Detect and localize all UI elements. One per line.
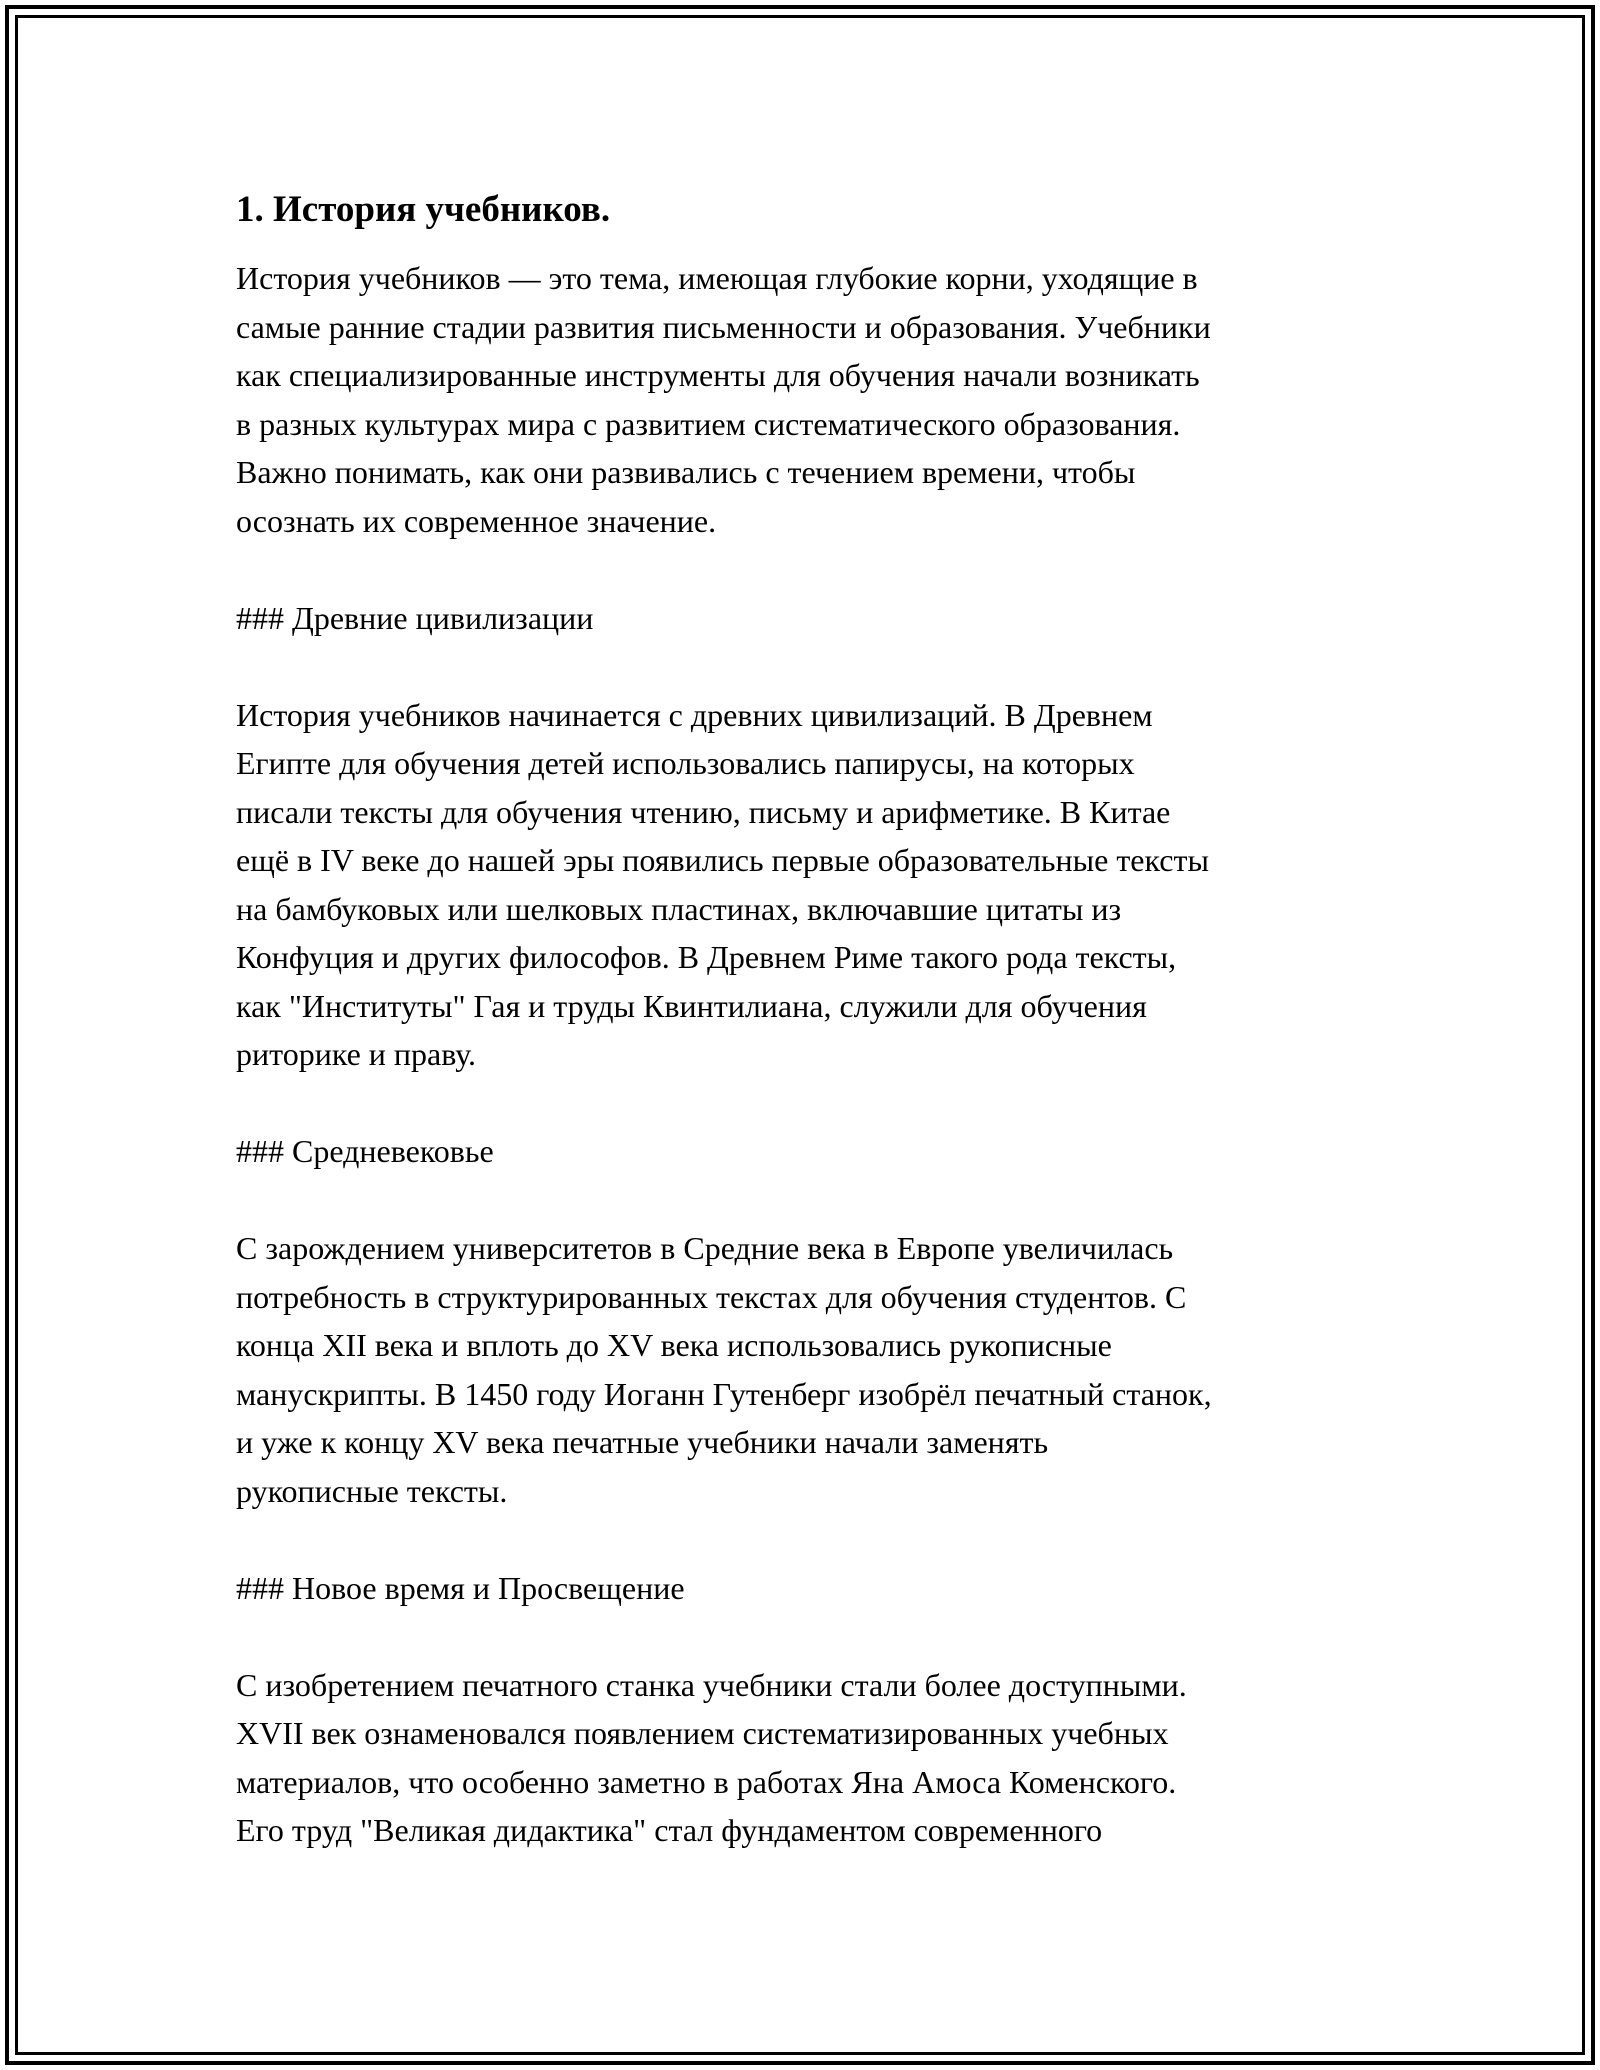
spacer bbox=[236, 642, 1386, 691]
spacer bbox=[236, 1176, 1386, 1225]
spacer bbox=[236, 1612, 1386, 1661]
section bbox=[236, 594, 1386, 1128]
spacer bbox=[236, 1079, 1386, 1128]
section-paragraph: С изобретением печатного станка учебники стали более доступными. XVII век ознаменовался появлением систематизированных учебных материалов, что особенно заметно в работах Яна Амоса Коменского. Его труд "Великая дидактика" стал фундаментом современного bbox=[236, 1666, 1187, 1848]
section-heading: ### Новое время и Просвещение bbox=[236, 1569, 685, 1606]
section-heading: ### Древние цивилизации bbox=[236, 599, 594, 636]
section bbox=[236, 1127, 1386, 1564]
section-heading: ### Средневековье bbox=[236, 1133, 494, 1169]
section-paragraph: С зарождением университетов в Средние века в Европе увеличилась потребность в структурированных текстах для обучения студентов. С конца XII века и вплоть до XV века использовались рукописные манускрипты. В 1450 году Иоганн Гутенберг изобрёл печатный станок, и уже к концу XV века печатные учебники начали заменять рукописные тексты. bbox=[236, 1230, 1212, 1509]
section-paragraph: История учебников начинается с древних цивилизаций. В Древнем Египте для обучения детей использовались папирусы, на которых писали тексты для обучения чтению, письму и арифметике. В Китае ещё в IV веке до нашей эры появились первые образовательные тексты на бамбуковых или шелковых пластинах, включавшие цитаты из Конфуция и других философов. В Древнем Риме такого рода тексты, как "Институты" Гая и труды Квинтилиана, служили для обучения риторике и праву. bbox=[236, 696, 1209, 1072]
document-title: 1. История учебников. bbox=[236, 189, 611, 230]
spacer bbox=[236, 1515, 1386, 1564]
intro-paragraph: История учебников — это тема, имеющая глубокие корни, уходящие в самые ранние стадии развития письменности и образования. Учебники как специализированные инструменты для обучения начали возникать в разных культурах мира с развитием систематического образования. Важно понимать, как они развивались с течением времени, чтобы осознать их современное значение. bbox=[236, 260, 1211, 539]
document-body bbox=[236, 186, 1386, 1855]
section bbox=[236, 1564, 1386, 1855]
spacer bbox=[236, 545, 1386, 594]
